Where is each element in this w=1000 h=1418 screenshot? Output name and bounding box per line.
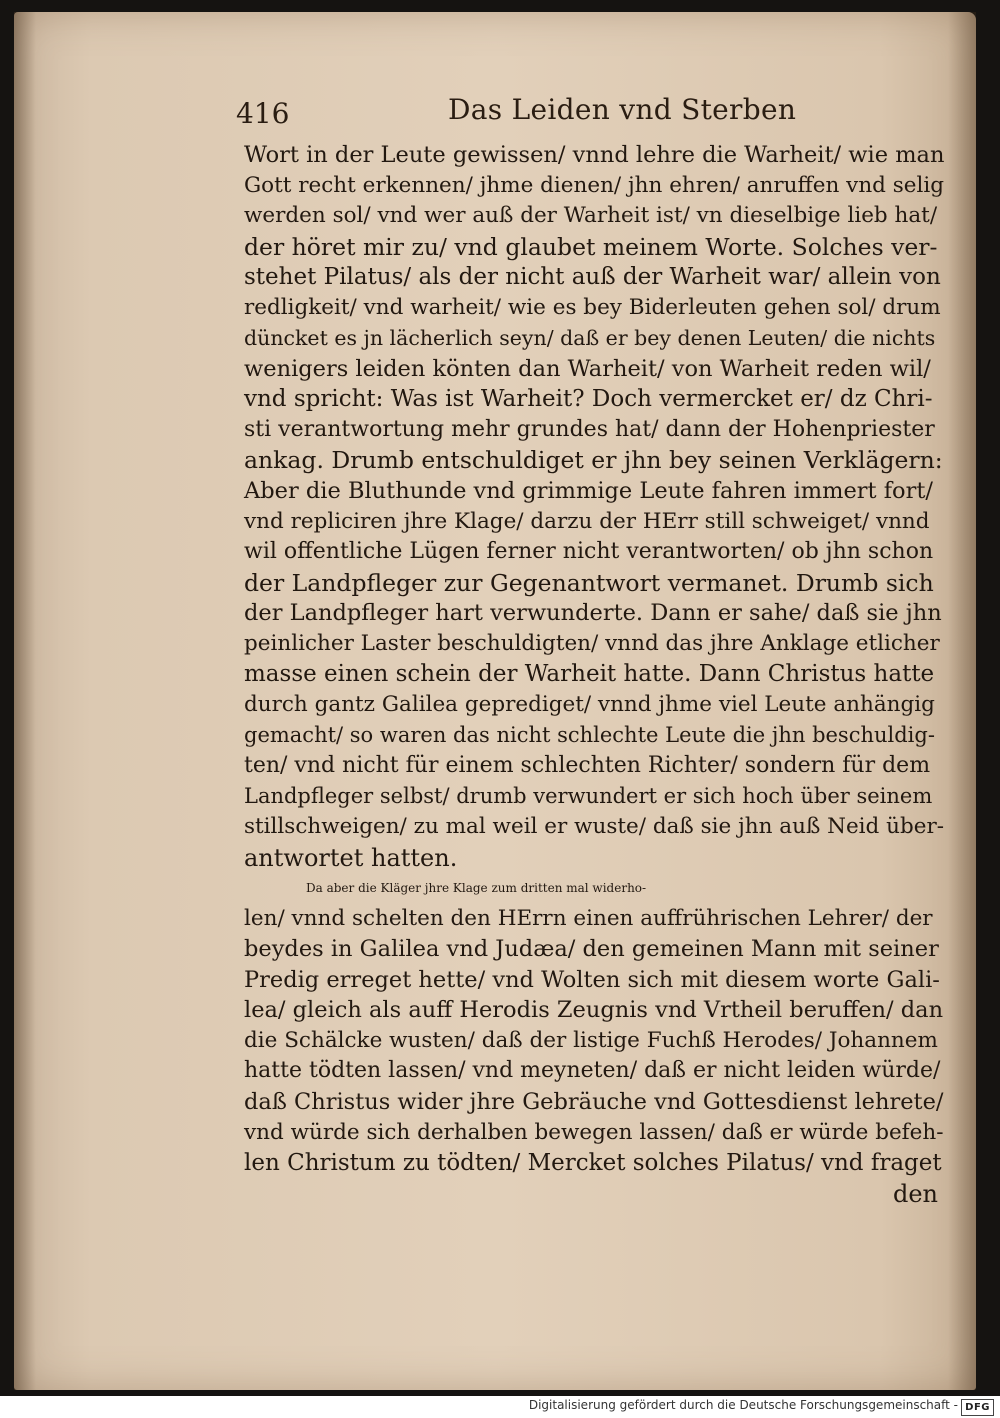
text-line: ten/ vnd nicht für einem schlechten Richter/ sondern für dem bbox=[244, 752, 931, 778]
text-line: masse einen schein der Warheit hatte. Dann Christus hatte bbox=[244, 661, 935, 688]
text-line: Predig erreget hette/ vnd Wolten sich mit diesem worte Gali- bbox=[244, 966, 940, 993]
text-line: ankag. Drumb entschuldiget er jhn bey seinen Verklägern: bbox=[244, 446, 943, 475]
text-line: werden sol/ vnd wer auß der Warheit ist/ vn dieselbige lieb hat/ bbox=[244, 203, 938, 229]
running-head bbox=[222, 93, 942, 133]
text-line: gemacht/ so waren das nicht schlechte Leute die jhn beschuldig- bbox=[244, 723, 935, 748]
text-line: stillschweigen/ zu mal weil er wuste/ daß sie jhn auß Neid über- bbox=[244, 814, 945, 840]
text-line: antwortet hatten. bbox=[244, 843, 458, 872]
text-line: beydes in Galilea vnd Judæa/ den gemeinen Mann mit seiner bbox=[244, 936, 939, 963]
text-line: vnd würde sich derhalben bewegen lassen/ daß er würde befeh- bbox=[244, 1119, 944, 1145]
paragraph-start-line: Da aber die Kläger jhre Klage zum dritten mal widerho- bbox=[306, 881, 647, 896]
text-line: sti verantwortung mehr grundes hat/ dann der Hohenpriester bbox=[244, 416, 935, 442]
running-title: Das Leiden vnd Sterben bbox=[448, 93, 797, 126]
text-line: vnd repliciren jhre Klage/ darzu der HErr still schweiget/ vnnd bbox=[244, 508, 930, 534]
text-line: stehet Pilatus/ als der nicht auß der Warheit war/ allein von bbox=[244, 264, 941, 291]
text-line: vnd spricht: Was ist Warheit? Doch vermercket er/ dz Chri- bbox=[244, 386, 933, 413]
text-line: wenigers leiden könten dan Warheit/ von Warheit reden wil/ bbox=[244, 355, 931, 382]
text-line: düncket es jn lächerlich seyn/ daß er bey denen Leuten/ die nichts bbox=[244, 326, 936, 351]
text-line: Gott recht erkennen/ jhme dienen/ jhn ehren/ anruffen vnd selig bbox=[244, 172, 945, 198]
text-line: peinlicher Laster beschuldigten/ vnnd das jhre Anklage etlicher bbox=[244, 630, 940, 656]
text-line: daß Christus wider jhre Gebräuche vnd Gottesdienst lehrete/ bbox=[244, 1088, 944, 1115]
text-line: redligkeit/ vnd warheit/ wie es bey Biderleuten gehen sol/ drum bbox=[244, 294, 941, 320]
body-text bbox=[244, 140, 944, 1209]
text-line: der höret mir zu/ vnd glaubet meinem Worte. Solches ver- bbox=[244, 232, 938, 261]
catchword: den bbox=[892, 1179, 938, 1208]
text-line: Landpfleger selbst/ drumb verwundert er sich hoch über seinem bbox=[244, 784, 933, 809]
text-line: lea/ gleich als auff Herodis Zeugnis vnd Vrtheil beruffen/ dan bbox=[244, 997, 944, 1024]
text-line: der Landpfleger zur Gegenantwort vermanet. Drumb sich bbox=[244, 568, 934, 597]
text-line: len Christum zu tödten/ Mercket solches Pilatus/ vnd fraget bbox=[244, 1150, 942, 1177]
digitization-footer bbox=[0, 1396, 1000, 1418]
text-line: Aber die Bluthunde vnd grimmige Leute fahren immert fort/ bbox=[244, 478, 933, 505]
text-line: wil offentliche Lügen ferner nicht verantworten/ ob jhn schon bbox=[244, 539, 934, 565]
text-line: Wort in der Leute gewissen/ vnnd lehre die Warheit/ wie man bbox=[244, 142, 945, 168]
text-line: len/ vnnd schelten den HErrn einen auffrührischen Lehrer/ der bbox=[244, 905, 933, 931]
text-line: hatte tödten lassen/ vnd meyneten/ daß er nicht leiden würde/ bbox=[244, 1058, 941, 1084]
text-line: durch gantz Galilea geprediget/ vnnd jhme viel Leute anhängig bbox=[244, 691, 935, 717]
page-number: 416 bbox=[236, 97, 290, 130]
text-line: der Landpfleger hart verwunderte. Dann er sahe/ daß sie jhn bbox=[244, 600, 942, 627]
text-line: die Schälcke wusten/ daß der listige Fuchß Herodes/ Johannem bbox=[244, 1027, 938, 1053]
dfg-logo: DFG bbox=[961, 1399, 994, 1416]
funding-credit: Digitalisierung gefördert durch die Deutsche Forschungsgemeinschaft - bbox=[528, 1398, 958, 1412]
